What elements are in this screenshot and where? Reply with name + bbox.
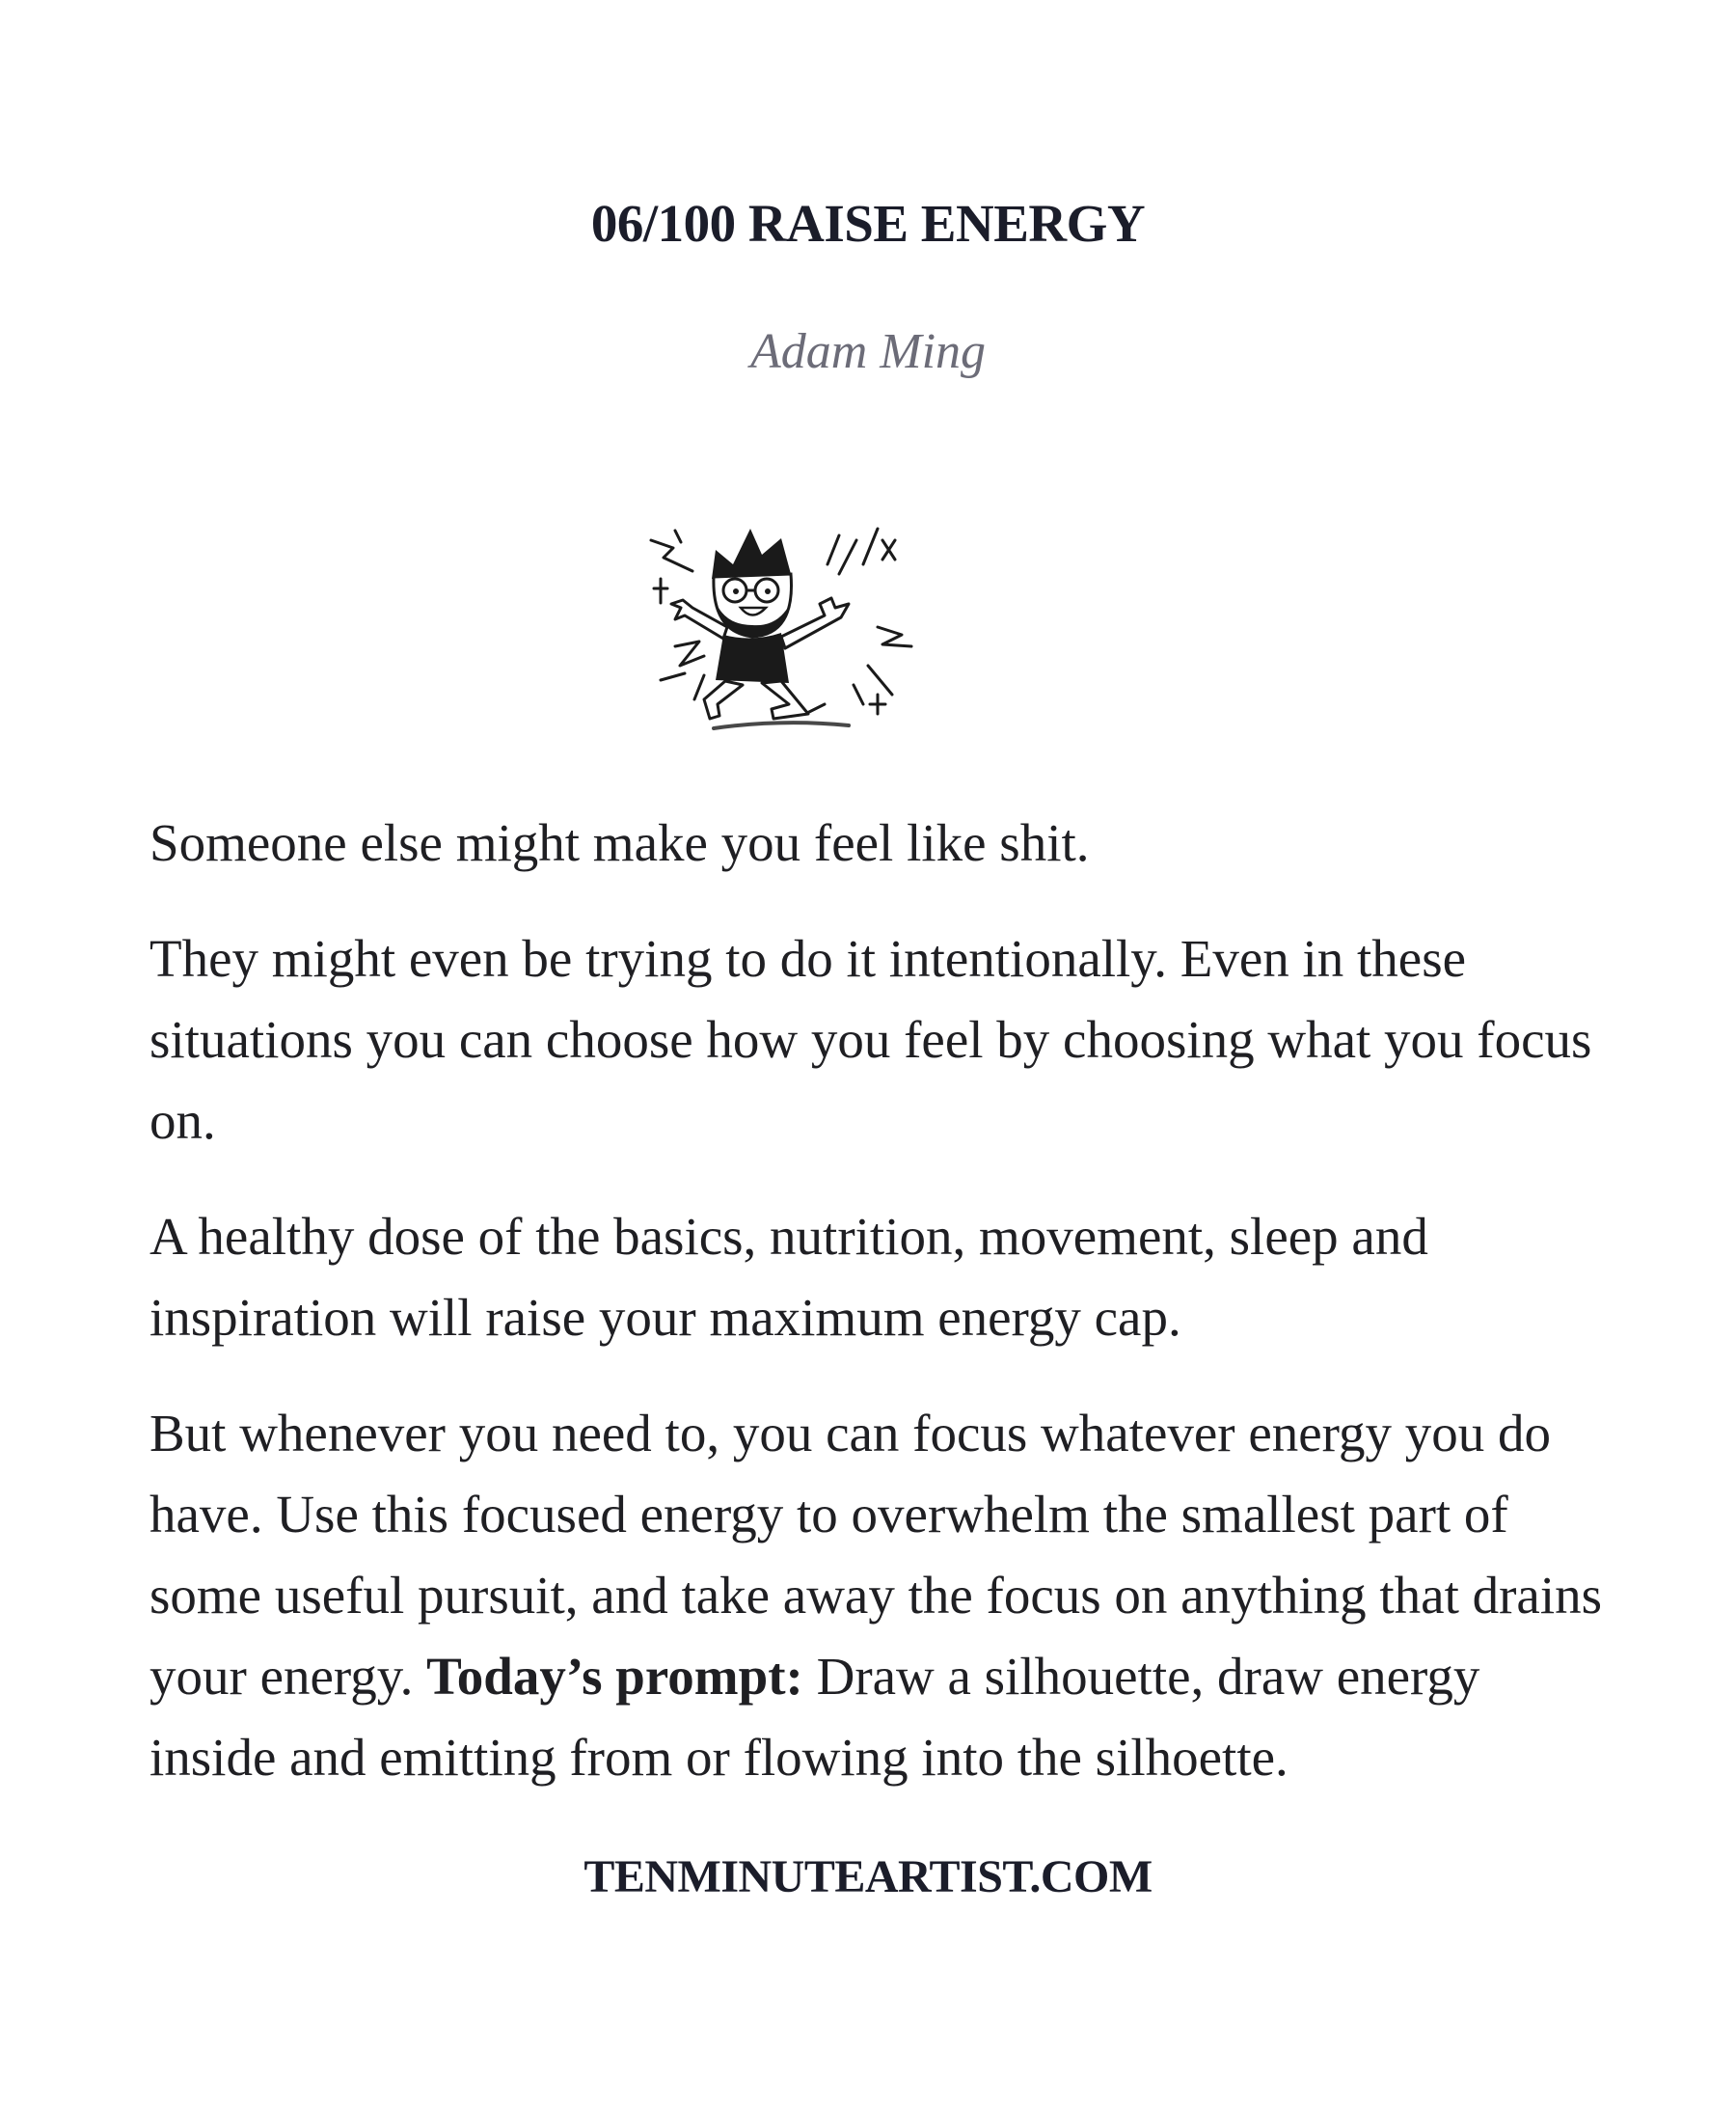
prompt-label: Today’s prompt: bbox=[426, 1647, 803, 1706]
page-title: 06/100 RAISE ENERGY bbox=[590, 194, 1146, 253]
energetic-character-illustration bbox=[646, 511, 936, 738]
paragraph-2: They might even be trying to do it intentionally. Even in these situations you can choose how you feel by choosing what you focus on. bbox=[149, 929, 1592, 1150]
paragraph-3: A healthy dose of the basics, nutrition, movement, sleep and inspiration will raise your maximum energy cap. bbox=[149, 1207, 1428, 1347]
paragraph-4 bbox=[149, 1393, 1615, 1798]
paragraph-1: Someone else might make you feel like shit. bbox=[149, 813, 1090, 872]
article-body bbox=[149, 803, 1615, 1833]
paragraph-4-text: But whenever you need to, you can focus whatever energy you do have. Use this focused energy to overwhelm the smallest part of some useful pursuit, and take away the focus on anything that drains your energy. bbox=[149, 1404, 1603, 1706]
author-name: Adam Ming bbox=[749, 324, 987, 379]
hair-shape bbox=[712, 529, 791, 579]
prompt-text: Draw a silhouette, draw energy inside and emitting from or flowing into the silhoette. bbox=[149, 1647, 1480, 1787]
site-footer-link[interactable]: TENMINUTEARTIST.COM bbox=[583, 1851, 1153, 1902]
